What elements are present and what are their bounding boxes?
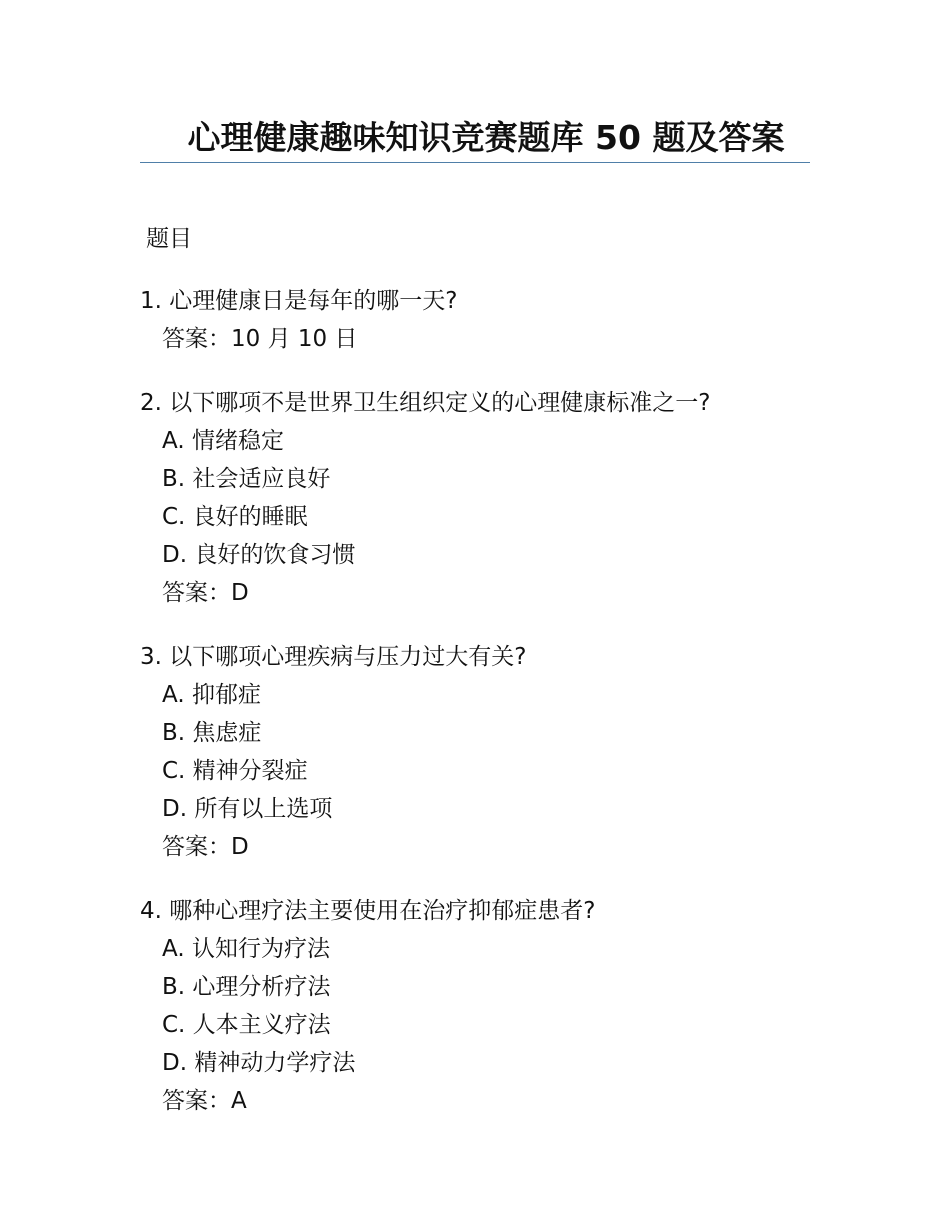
answer-line: 答案：10 月 10 日: [162, 326, 358, 352]
question-1: [140, 282, 840, 358]
option-d: D. 良好的饮食习惯: [162, 542, 356, 568]
question-3: [140, 638, 840, 866]
option-c: C. 精神分裂症: [162, 758, 308, 784]
option-d: D. 所有以上选项: [162, 796, 333, 822]
question-2: [140, 384, 840, 612]
question-text: 4. 哪种心理疗法主要使用在治疗抑郁症患者?: [140, 898, 596, 924]
option-c: C. 人本主义疗法: [162, 1012, 331, 1038]
option-b: B. 焦虑症: [162, 720, 262, 746]
title-underline: [140, 162, 810, 163]
option-a: A. 情绪稳定: [162, 428, 284, 454]
question-text: 3. 以下哪项心理疾病与压力过大有关?: [140, 644, 527, 670]
question-text: 2. 以下哪项不是世界卫生组织定义的心理健康标准之一?: [140, 390, 711, 416]
option-a: A. 抑郁症: [162, 682, 261, 708]
option-a: A. 认知行为疗法: [162, 936, 330, 962]
question-list: [140, 282, 840, 1146]
question-4: [140, 892, 840, 1120]
answer-line: 答案：A: [162, 1088, 247, 1114]
section-heading: 题目: [146, 226, 192, 252]
question-text: 1. 心理健康日是每年的哪一天?: [140, 288, 458, 314]
answer-line: 答案：D: [162, 580, 249, 606]
option-b: B. 心理分析疗法: [162, 974, 331, 1000]
document-title: 心理健康趣味知识竞赛题库 50 题及答案: [187, 118, 785, 157]
option-c: C. 良好的睡眠: [162, 504, 308, 530]
answer-line: 答案：D: [162, 834, 249, 860]
option-b: B. 社会适应良好: [162, 466, 331, 492]
option-d: D. 精神动力学疗法: [162, 1050, 356, 1076]
